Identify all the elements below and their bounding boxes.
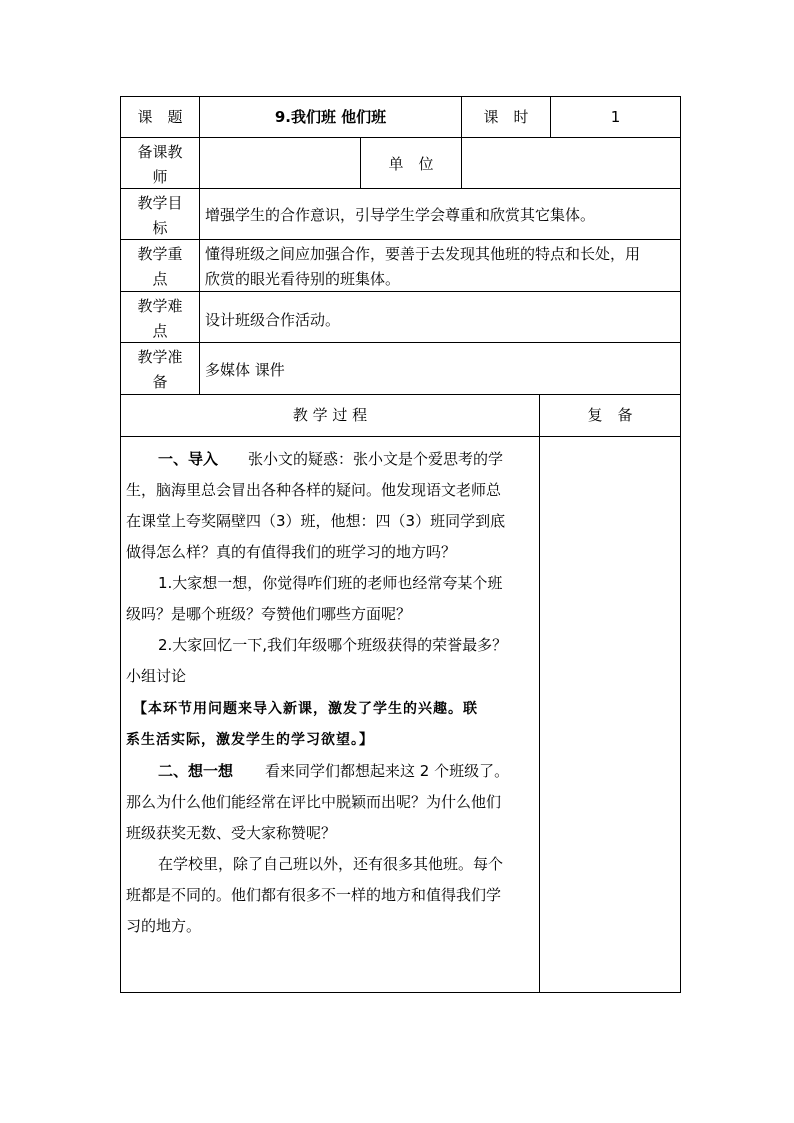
table-border — [680, 96, 681, 993]
teacher-label-line2: 师 — [152, 168, 168, 186]
unit-label: 单 位 — [388, 155, 434, 173]
paragraph3-line2: 班都是不同的。他们都有很多不一样的地方和值得我们学 — [126, 886, 502, 904]
section2-text-1: 看来同学们都想起来这 2 个班级了。 — [265, 762, 510, 780]
section2-title: 二、想一想 — [158, 762, 234, 780]
table-border — [539, 394, 540, 993]
section1-line4: 做得怎么样？真的有值得我们的班学习的地方吗？ — [126, 543, 457, 561]
topic-value: 9.我们班 他们班 — [274, 108, 387, 126]
question1-line1: 1.大家想一想，你觉得咋们班的老师也经常夸某个班 — [158, 574, 503, 592]
section1-text-1: 张小文是个爱思考的学 — [353, 450, 504, 468]
table-border — [199, 96, 200, 395]
table-border — [120, 137, 681, 138]
design-note-line1: 【本环节用问题来导入新课，激发了学生的兴趣。联 — [133, 701, 478, 717]
question2-line2: 小组讨论 — [126, 667, 187, 685]
question2-line1: 2.大家回忆一下,我们年级哪个班级获得的荣誉最多？ — [158, 636, 508, 654]
difficulties-text: 设计班级合作活动。 — [205, 311, 341, 329]
table-border — [120, 992, 681, 993]
key-points-line1: 懂得班级之间应加强合作，要善于去发现其他班的特点和长处，用 — [205, 245, 641, 263]
difficulties-label-line1: 教学难 — [137, 297, 183, 315]
section1-line1 — [158, 444, 503, 475]
paragraph3-line3: 习的地方。 — [126, 917, 202, 935]
period-value: 1 — [610, 108, 621, 126]
goals-text: 增强学生的合作意识，引导学生学会尊重和欣赏其它集体。 — [205, 206, 596, 224]
table-border — [120, 436, 681, 437]
section1-line2: 生，脑海里总会冒出各种各样的疑问。他发现语文老师总 — [126, 481, 502, 499]
table-border — [461, 137, 462, 189]
difficulties-label-line2: 点 — [152, 322, 168, 340]
key-points-label-line1: 教学重 — [137, 245, 183, 263]
period-label: 课 时 — [483, 108, 529, 126]
section1-story-title: 张小文的疑惑： — [248, 450, 354, 468]
question1-line2: 级吗？是哪个班级？夸赞他们哪些方面呢？ — [126, 605, 412, 623]
section2-line2: 那么为什么他们能经常在评比中脱颖而出呢？为什么他们 — [126, 793, 502, 811]
teacher-label-line1: 备课教 — [137, 143, 183, 161]
table-border — [120, 188, 681, 189]
table-border — [120, 96, 681, 97]
review-header: 复 备 — [587, 406, 633, 424]
preparation-text: 多媒体 课件 — [205, 361, 285, 379]
table-border — [120, 342, 681, 343]
section1-line3: 在课堂上夸奖隔壁四（3）班，他想：四（3）班同学到底 — [126, 512, 506, 530]
preparation-label-line1: 教学准 — [137, 348, 183, 366]
process-header: 教 学 过 程 — [292, 406, 368, 424]
table-border — [120, 239, 681, 240]
design-note-line2: 系生活实际，激发学生的学习欲望。】 — [126, 732, 374, 748]
table-border — [120, 291, 681, 292]
key-points-line2: 欣赏的眼光看待别的班集体。 — [205, 270, 401, 288]
key-points-label-line2: 点 — [152, 270, 168, 288]
preparation-label-line2: 备 — [152, 373, 168, 391]
section1-title: 一、导入 — [158, 450, 219, 468]
paragraph3-line1: 在学校里，除了自己班以外，还有很多其他班。每个 — [158, 855, 504, 873]
goals-label-line1: 教学目 — [137, 194, 183, 212]
goals-label-line2: 标 — [152, 219, 168, 237]
section2-line1 — [158, 756, 509, 787]
table-border — [120, 394, 681, 395]
topic-label: 课 题 — [137, 108, 183, 126]
section2-line3: 班级获奖无数、受大家称赞呢？ — [126, 824, 337, 842]
